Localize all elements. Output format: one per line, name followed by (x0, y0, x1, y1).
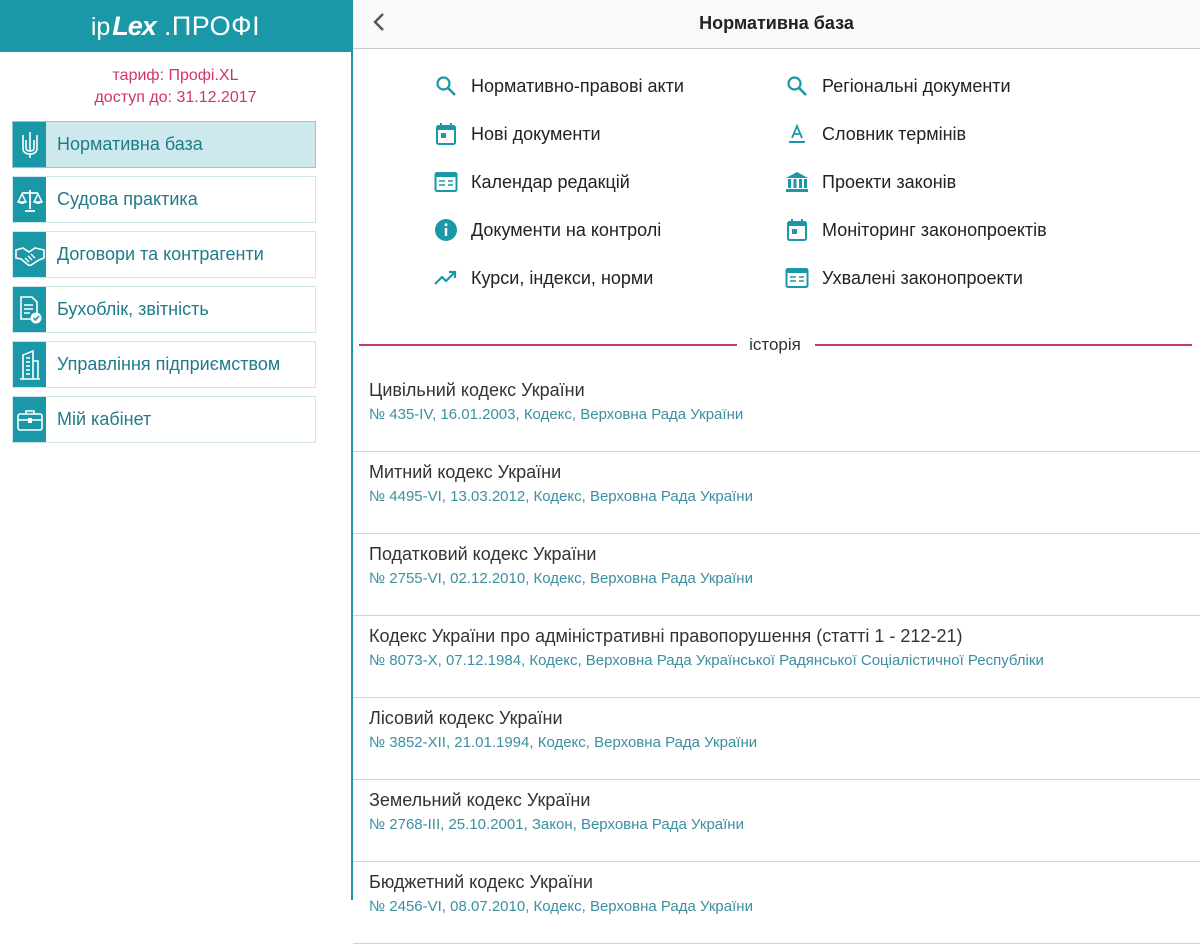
doc-title: Земельний кодекс України (369, 790, 591, 810)
doc-title: Бюджетний кодекс України (369, 872, 593, 892)
trident-icon (13, 122, 46, 167)
link-label: Нові документи (471, 123, 601, 144)
divider-line-right (815, 344, 1192, 346)
link-label: Документи на контролі (471, 219, 662, 240)
list-item[interactable] (353, 370, 1200, 452)
sidebar-item-contracts[interactable] (12, 231, 316, 278)
sidebar-item-normative-base[interactable] (12, 121, 316, 168)
sidebar-menu (12, 121, 316, 443)
sidebar-item-label: Мій кабінет (57, 409, 152, 429)
doc-title: Податковий кодекс України (369, 544, 597, 564)
building-icon (13, 342, 46, 387)
logo-profi: .ПРОФІ (163, 10, 261, 41)
link-bills-monitoring[interactable] (784, 215, 1047, 245)
link-label: Проекти законів (822, 171, 957, 192)
account-info (0, 65, 351, 109)
link-editions-calendar[interactable] (433, 167, 630, 197)
report-icon (13, 287, 46, 332)
link-rates-indexes[interactable] (433, 263, 653, 293)
tariff-text: тариф: Профі.XL (112, 67, 239, 84)
search-icon (433, 73, 459, 99)
app-logo (91, 11, 260, 42)
logo-lex: Lex (112, 10, 156, 41)
doc-meta: № 8073-X, 07.12.1984, Кодекс, Верховна Рада Української Радянської Соціалістичної Республіки (369, 652, 1044, 669)
history-label: історія (737, 335, 813, 355)
link-label: Словник термінів (822, 123, 967, 144)
sidebar-item-label: Нормативна база (57, 134, 203, 154)
doc-meta: № 435-IV, 16.01.2003, Кодекс, Верховна Рада України (369, 406, 744, 423)
main-panel (353, 0, 1200, 915)
list-item[interactable] (353, 862, 1200, 944)
logo-ip: ip (90, 12, 111, 41)
logo-bar (0, 0, 351, 52)
trending-up-icon (433, 265, 459, 291)
calendar-list-icon (433, 169, 459, 195)
doc-title: Кодекс України про адміністративні правопорушення (статті 1 - 212-21) (369, 626, 963, 646)
sidebar-item-accounting[interactable] (12, 286, 316, 333)
sidebar-item-label: Договори та контрагенти (57, 244, 264, 264)
link-label: Нормативно-правові акти (471, 75, 684, 96)
doc-meta: № 4495-VI, 13.03.2012, Кодекс, Верховна Рада України (369, 488, 753, 505)
list-item[interactable] (353, 780, 1200, 862)
top-bar (353, 0, 1200, 49)
list-item[interactable] (353, 452, 1200, 534)
link-label: Регіональні документи (822, 75, 1011, 96)
sidebar-item-court-practice[interactable] (12, 176, 316, 223)
list-item[interactable] (353, 698, 1200, 780)
link-label: Ухвалені законопроекти (822, 267, 1023, 288)
list-item[interactable] (353, 616, 1200, 698)
calendar-icon (784, 217, 810, 243)
calendar-list-icon (784, 265, 810, 291)
link-label: Моніторинг законопроектів (822, 219, 1047, 240)
link-new-documents[interactable] (433, 119, 601, 149)
sidebar-item-label: Управління підприємством (57, 354, 281, 374)
doc-title: Митний кодекс України (369, 462, 562, 482)
link-terms-dictionary[interactable] (784, 119, 966, 149)
doc-meta: № 2768-III, 25.10.2001, Закон, Верховна Рада України (369, 816, 744, 833)
handshake-icon (13, 232, 46, 277)
doc-meta: № 2456-VI, 08.07.2010, Кодекс, Верховна Рада України (369, 898, 753, 915)
history-list (353, 370, 1200, 944)
info-icon (433, 217, 459, 243)
search-icon (784, 73, 810, 99)
page-title: Нормативна база (699, 13, 854, 33)
access-text: доступ до: 31.12.2017 (94, 89, 257, 106)
doc-title: Цивільний кодекс України (369, 380, 585, 400)
sidebar-item-label: Бухоблік, звітність (57, 299, 209, 319)
link-label: Курси, індекси, норми (471, 267, 654, 288)
doc-title: Лісовий кодекс України (369, 708, 563, 728)
link-label: Календар редакцій (471, 171, 630, 192)
doc-meta: № 2755-VI, 02.12.2010, Кодекс, Верховна Рада України (369, 570, 753, 587)
text-a-icon (784, 121, 810, 147)
divider-line-left (359, 344, 737, 346)
link-regional-documents[interactable] (784, 71, 1011, 101)
calendar-icon (433, 121, 459, 147)
doc-meta: № 3852-XII, 21.01.1994, Кодекс, Верховна Рада України (369, 734, 758, 751)
sidebar-item-label: Судова практика (57, 189, 198, 209)
sidebar-item-management[interactable] (12, 341, 316, 388)
link-adopted-bills[interactable] (784, 263, 1023, 293)
institution-icon (784, 169, 810, 195)
quick-links (353, 49, 1200, 329)
list-item[interactable] (353, 534, 1200, 616)
scales-icon (13, 177, 46, 222)
link-controlled-documents[interactable] (433, 215, 661, 245)
link-normative-acts[interactable] (433, 71, 684, 101)
link-draft-laws[interactable] (784, 167, 956, 197)
sidebar (0, 0, 351, 900)
sidebar-item-my-cabinet[interactable] (12, 396, 316, 443)
briefcase-icon (13, 397, 46, 442)
